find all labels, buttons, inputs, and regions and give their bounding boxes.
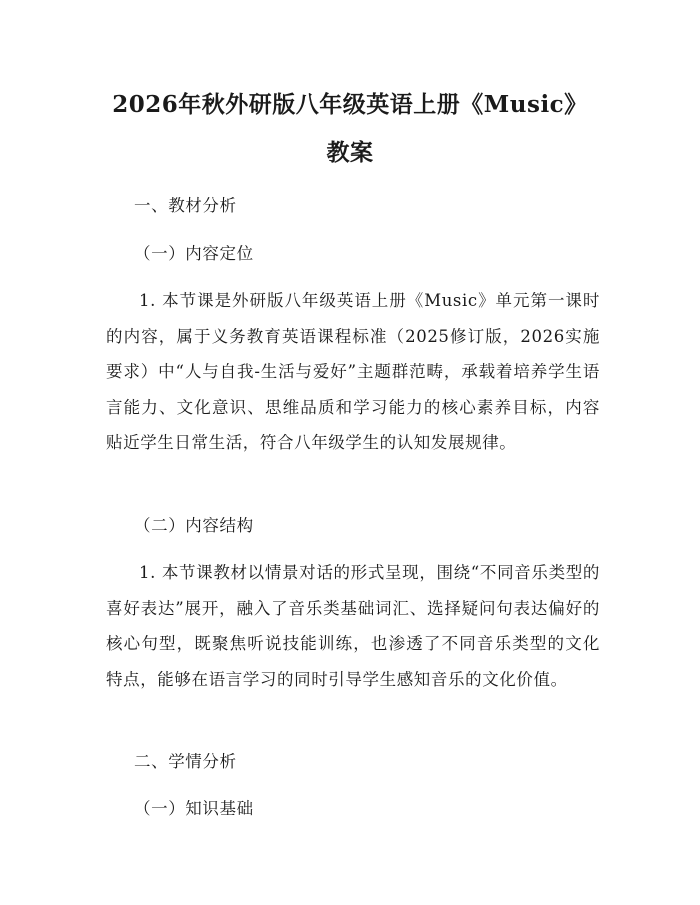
paragraph-content-positioning: 1. 本节课是外研版八年级英语上册《Music》单元第一课时的内容，属于义务教育英语课程标准（2025修订版，2026实施要求）中“人与自我-生活与爱好”主题群范畴，承载着培养学生语言能力、文化意识、思维品质和学习能力的核心素养目标，内容贴近学生日常生活，符合八年级学生的认知发展规律。 xyxy=(106,291,600,452)
paragraph-content-structure: 1. 本节课教材以情景对话的形式呈现，围绕“不同音乐类型的喜好表达”展开，融入了音乐类基础词汇、选择疑问句表达偏好的核心句型，既聚焦听说技能训练，也渗透了不同音乐类型的文化特点，能够在语言学习的同时引导学生感知音乐的文化价值。 xyxy=(106,563,600,689)
section-heading-textbook-analysis: 一、教材分析 xyxy=(134,196,237,215)
subsection-heading-content-positioning: （一）内容定位 xyxy=(134,244,254,263)
subsection-heading-content-structure: （二）内容结构 xyxy=(134,516,254,535)
document-title-line-2: 教案 xyxy=(326,139,374,166)
subsection-heading-knowledge-foundation: （一）知识基础 xyxy=(134,799,254,818)
document-title-line-1: 2026年秋外研版八年级英语上册《Music》 xyxy=(112,91,588,118)
section-heading-learner-analysis: 二、学情分析 xyxy=(134,752,237,771)
